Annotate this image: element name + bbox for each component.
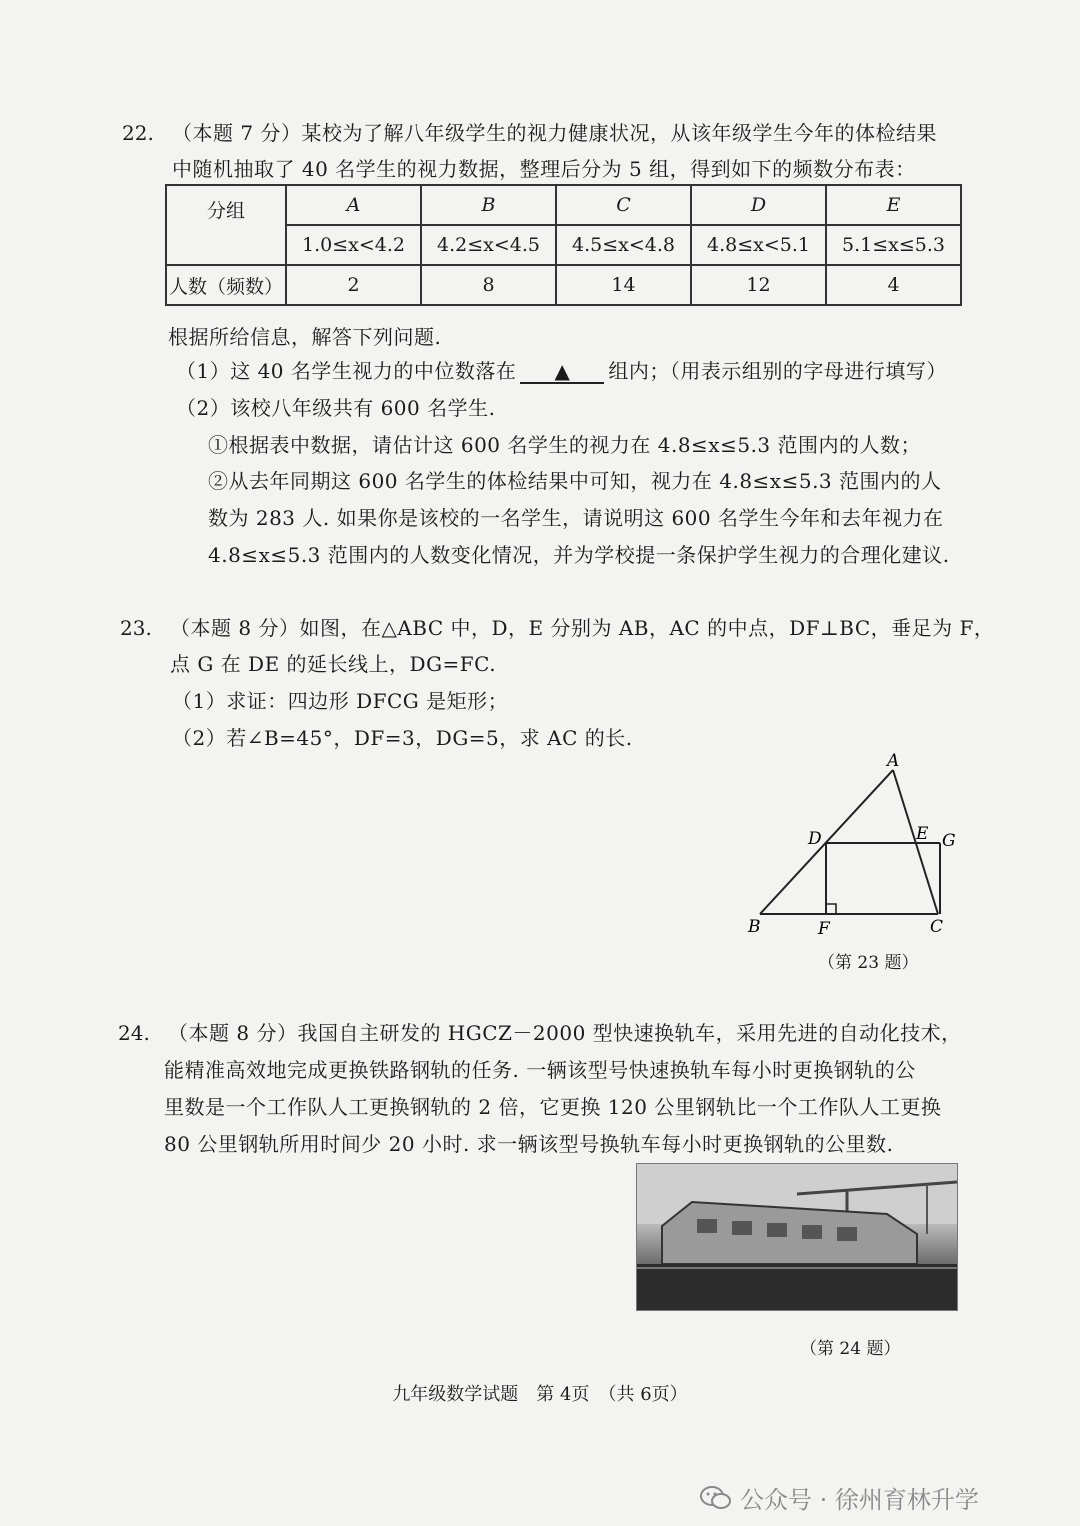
q24-caption: （第 24 题） [800,1339,901,1359]
q22-part2-sub2-line1: ②从去年同期这 600 名学生的体检结果中可知，视力在 4.8≤x≤5.3 范围内的人 [208,469,942,493]
answer-blank: ▲ [520,360,604,384]
group-letter-b: B [421,185,556,225]
group-letter-d: D [691,185,826,225]
group-range-b: 4.2≤x<4.5 [421,225,556,265]
q23-number: 23. [120,616,152,640]
q23-line2: 点 G 在 DE 的延长线上，DG=FC. [170,652,497,676]
group-letter-a: A [286,185,421,225]
q23-caption: （第 23 题） [818,953,919,973]
table-count-header: 人数（频数） [166,265,286,305]
group-range-c: 4.5≤x<4.8 [556,225,691,265]
q22-part2: （2）该校八年级共有 600 名学生. [176,396,496,420]
label-b: B [748,917,761,937]
q22-number: 22. [122,121,154,145]
watermark-text: 公众号 · 徐州育林升学 [740,1486,979,1514]
group-count-c: 14 [556,265,691,305]
q22-part2-sub1: ①根据表中数据，请估计这 600 名学生的视力在 4.8≤x≤5.3 范围内的人数； [208,433,922,457]
label-g: G [942,831,956,851]
geometry-figure [730,748,970,948]
q22-intro: 根据所给信息，解答下列问题. [168,325,442,349]
rail-car-photo [636,1163,958,1311]
table-group-header: 分组 [166,185,286,265]
q24-line1: （本题 8 分）我国自主研发的 HGCZ－2000 型快速换轨车，采用先进的自动化技术， [168,1021,962,1045]
label-f: F [818,919,830,939]
q23-line1: （本题 8 分）如图，在△ABC 中，D，E 分别为 AB，AC 的中点，DF⊥BC，垂足为 F， [170,616,995,640]
q22-line1: （本题 7 分）某校为了解八年级学生的视力健康状况，从该年级学生今年的体检结果 [172,121,937,145]
page-footer: 九年级数学试题 第 4页 （共 6页） [392,1384,688,1405]
label-c: C [930,917,944,937]
q24-line4: 80 公里钢轨所用时间少 20 小时. 求一辆该型号换轨车每小时更换钢轨的公里数. [164,1132,894,1156]
q23-part2: （2）若∠B=45°，DF=3，DG=5，求 AC 的长. [172,726,633,750]
wechat-icon [700,1485,732,1517]
q24-number: 24. [118,1021,150,1045]
q24-line3: 里数是一个工作队人工更换钢轨的 2 倍，它更换 120 公里钢轨比一个工作队人工更换 [164,1095,942,1119]
q22-part1-text-b: 组内；（用表示组别的字母进行填写） [608,359,947,383]
group-count-e: 4 [826,265,961,305]
q22-line2: 中随机抽取了 40 名学生的视力数据，整理后分为 5 组，得到如下的频数分布表： [172,157,916,181]
group-range-e: 5.1≤x≤5.3 [826,225,961,265]
group-count-b: 8 [421,265,556,305]
label-e: E [916,824,929,844]
group-count-a: 2 [286,265,421,305]
group-letter-c: C [556,185,691,225]
label-a: A [887,751,900,771]
q23-part1: （1）求证：四边形 DFCG 是矩形； [172,689,509,713]
group-range-a: 1.0≤x<4.2 [286,225,421,265]
group-range-d: 4.8≤x<5.1 [691,225,826,265]
frequency-table [165,184,962,306]
q24-line2: 能精准高效地完成更换铁路钢轨的任务. 一辆该型号快速换轨车每小时更换钢轨的公 [164,1058,916,1082]
group-count-d: 12 [691,265,826,305]
watermark [700,1480,979,1517]
right-angle-mark [826,904,836,914]
label-d: D [808,829,822,849]
rail-car-illustration [637,1164,957,1310]
group-letter-e: E [826,185,961,225]
q22-part1 [176,358,947,384]
q22-part2-sub2-line2: 数为 283 人. 如果你是该校的一名学生，请说明这 600 名学生今年和去年视力在 [208,506,944,530]
q22-part1-text-a: （1）这 40 名学生视力的中位数落在 [176,359,517,383]
q22-part2-sub2-line3: 4.8≤x≤5.3 范围内的人数变化情况，并为学校提一条保护学生视力的合理化建议. [208,543,950,567]
